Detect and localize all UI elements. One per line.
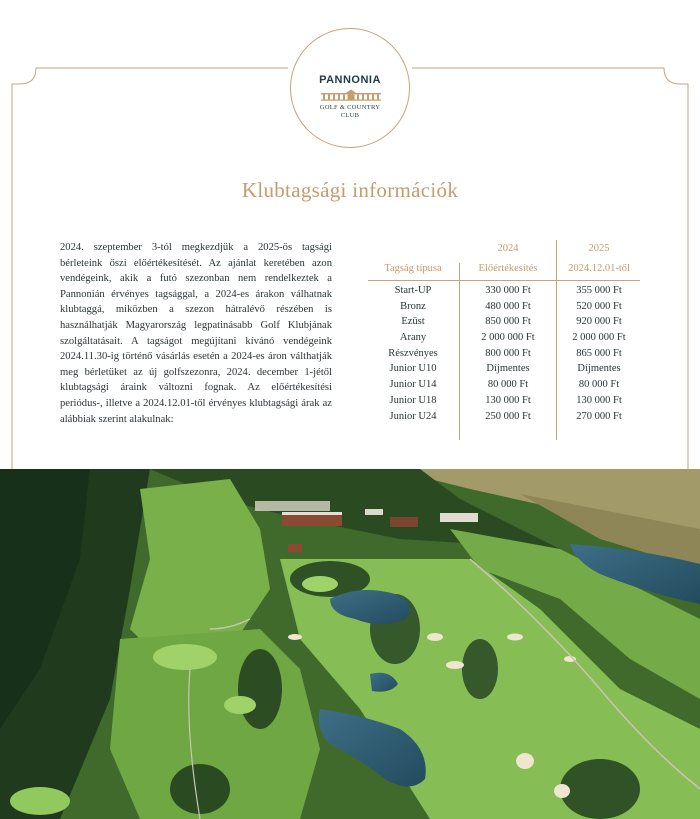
membership-type: Arany xyxy=(399,332,427,344)
table-header-rule xyxy=(368,280,640,281)
new-price: 920 000 Ft xyxy=(576,316,622,328)
membership-type: Részvényes xyxy=(388,347,438,359)
header-from-date: 2024.12.01-től xyxy=(568,263,630,274)
new-price: Díjmentes xyxy=(577,363,621,375)
intro-paragraph: 2024. szeptember 3-tól megkezdjük a 2025-ös tagsági bérleteink őszi előértékesítését. Az ajánlat keretében azon vendégeink, akik a futó szezonban nem rendelkeztek a Pannonián érvényes tagsággal, a 2024-es árakon válhatnak klubtaggá, miközben a szezon hátralévő részében is használhatják Magyarország legpatinásabb Golf Klubjának szolgáltatásait. A tagságot megújítani kívánó vendégeink 2024.11.30-ig történő vásárlás esetén a 2024-es áron válthatják meg bérletüket az új golfszezonra, 2024. december 1-jétől klubtagsági áraink változni fognak. Az előértékesítési periódus-, illetve a 2024.12.01-től érvényes klubtagsági árak az alábbiak szerint alakulnak: xyxy=(60,242,332,425)
table-body xyxy=(366,285,642,426)
table-row xyxy=(366,285,642,301)
presale-price: Díjmentes xyxy=(486,363,530,375)
presale-price: 250 000 Ft xyxy=(485,410,531,422)
presale-price: 2 000 000 Ft xyxy=(481,332,535,344)
golf-course-aerial-photo xyxy=(0,469,700,819)
new-price: 520 000 Ft xyxy=(576,300,622,312)
membership-type: Ezüst xyxy=(401,316,425,328)
logo-subtitle-line1: GOLF & COUNTRY xyxy=(319,104,381,111)
membership-price-table xyxy=(366,240,642,440)
table-row xyxy=(366,332,642,348)
new-price: 80 000 Ft xyxy=(578,379,620,391)
presale-price: 80 000 Ft xyxy=(487,379,529,391)
clubhouse-icon xyxy=(319,89,383,101)
table-row xyxy=(366,411,642,427)
logo-name: PANNONIA xyxy=(319,74,381,86)
presale-price: 850 000 Ft xyxy=(485,316,531,328)
presale-price: 480 000 Ft xyxy=(485,300,531,312)
new-price: 2 000 000 Ft xyxy=(572,332,626,344)
table-row xyxy=(366,395,642,411)
membership-type: Junior U24 xyxy=(389,410,437,422)
membership-type: Junior U14 xyxy=(389,379,437,391)
new-price: 130 000 Ft xyxy=(576,394,622,406)
presale-price: 330 000 Ft xyxy=(485,285,531,296)
membership-type: Junior U18 xyxy=(389,394,437,406)
new-price: 355 000 Ft xyxy=(576,285,622,296)
table-row xyxy=(366,301,642,317)
membership-type: Start-UP xyxy=(394,285,432,296)
table-row xyxy=(366,348,642,364)
year-2025-label: 2025 xyxy=(588,243,610,254)
presale-price: 130 000 Ft xyxy=(485,394,531,406)
header-presale: Előértékesítés xyxy=(478,263,538,274)
club-logo xyxy=(290,28,410,148)
membership-type: Bronz xyxy=(400,300,426,312)
logo-subtitle-line2: CLUB xyxy=(340,112,360,119)
table-row xyxy=(366,363,642,379)
membership-type: Junior U10 xyxy=(389,363,437,375)
presale-price: 800 000 Ft xyxy=(485,347,531,359)
year-2024-label: 2024 xyxy=(497,243,519,254)
table-row xyxy=(366,316,642,332)
new-price: 865 000 Ft xyxy=(576,347,622,359)
new-price: 270 000 Ft xyxy=(576,410,622,422)
header-membership-type: Tagság típusa xyxy=(384,263,442,274)
table-row xyxy=(366,379,642,395)
page-title: Klubtagsági információk xyxy=(241,178,459,202)
